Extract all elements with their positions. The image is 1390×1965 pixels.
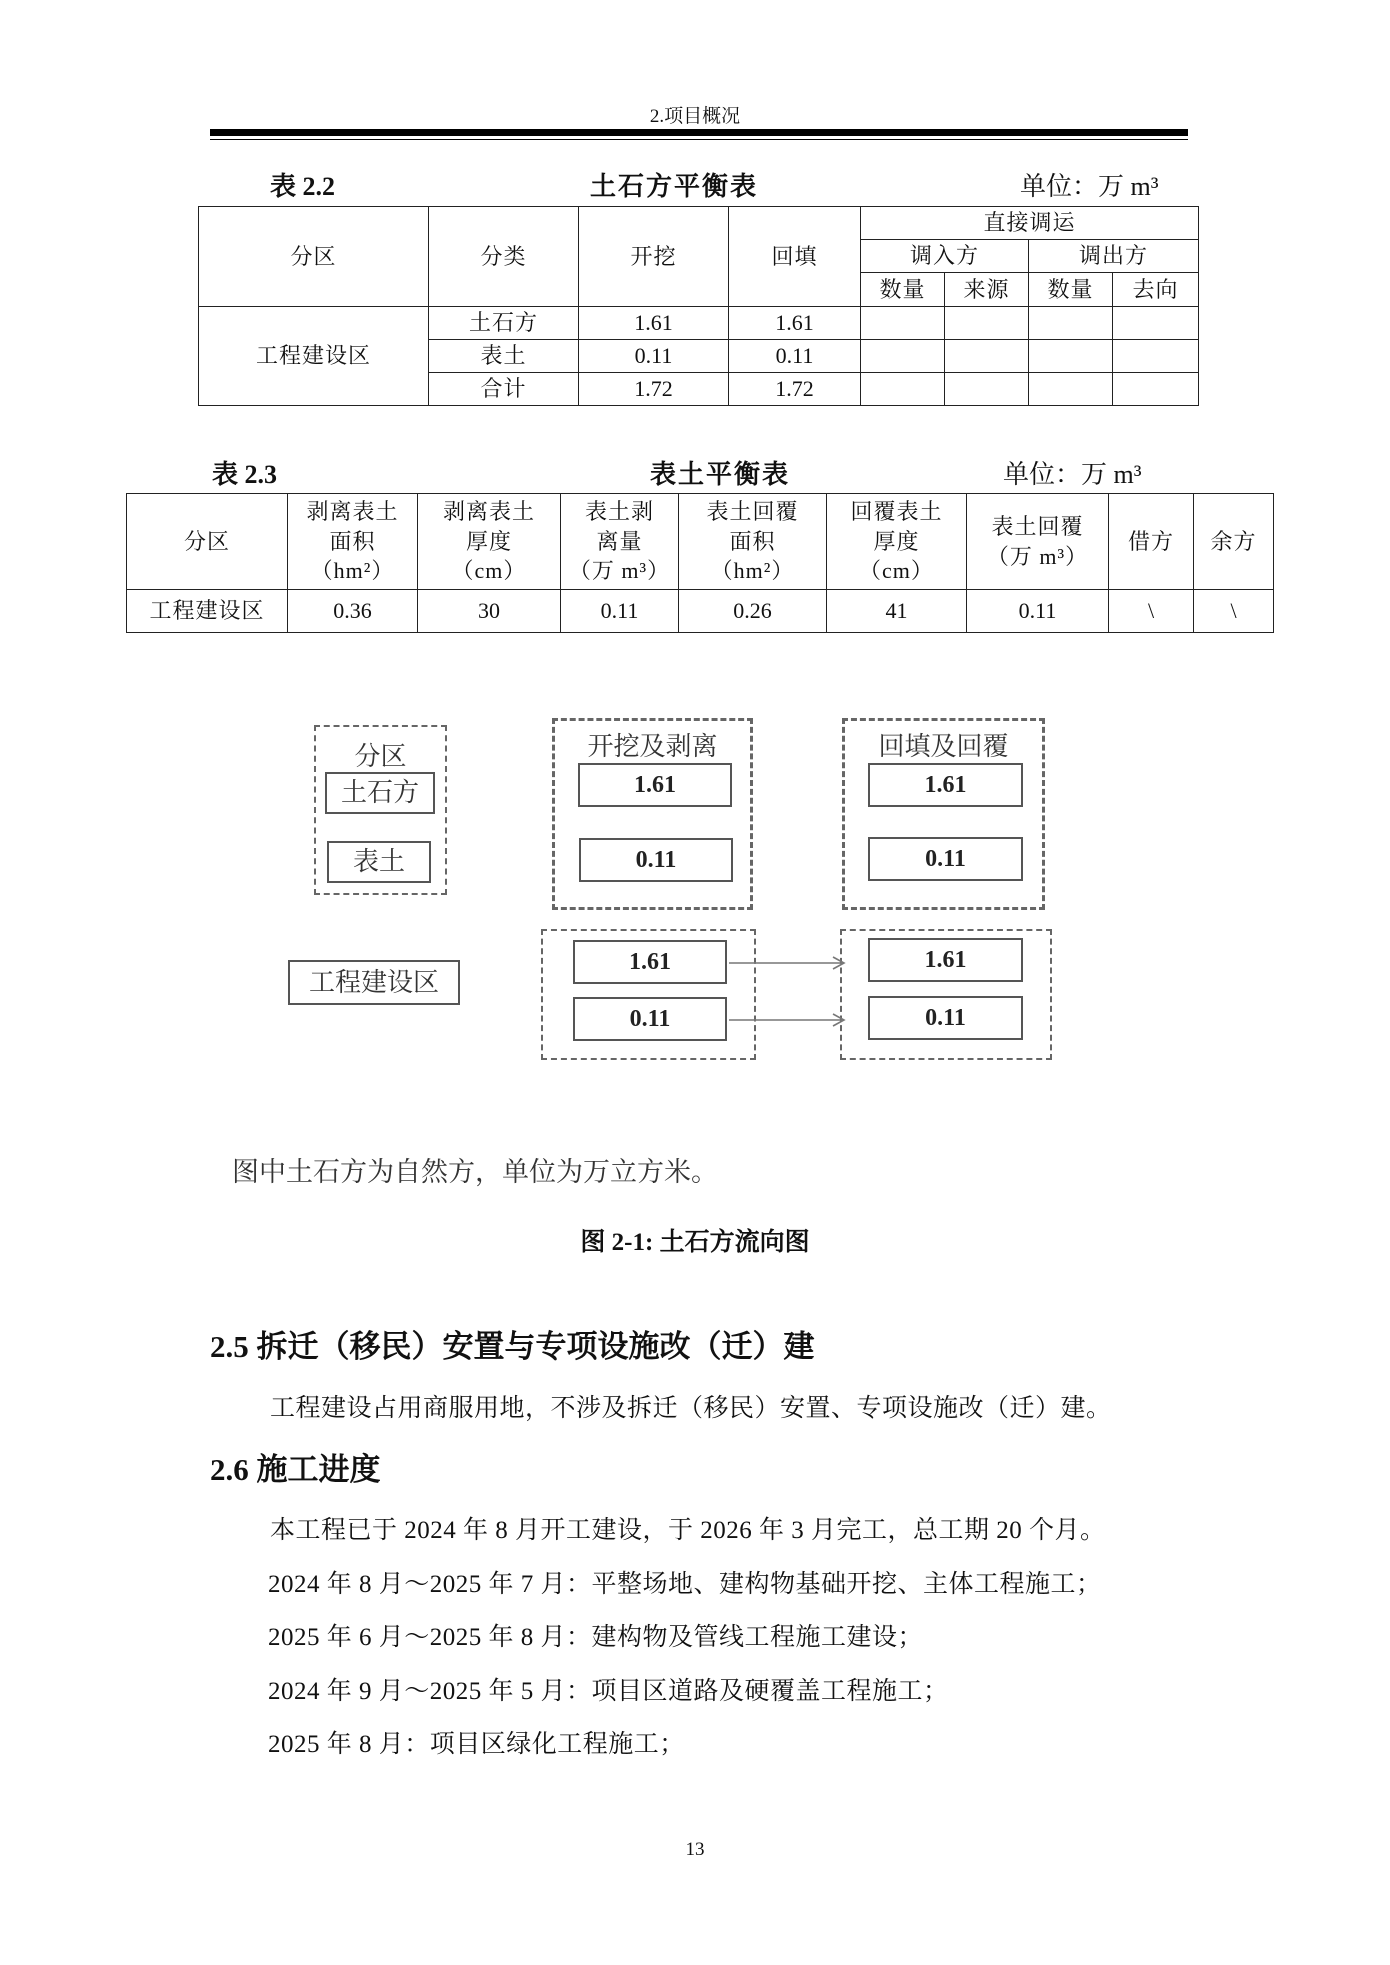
header-line: 表土回覆 bbox=[706, 498, 799, 524]
table-cell-empty bbox=[1113, 373, 1199, 406]
header-zone: 分区 bbox=[127, 494, 288, 590]
table-cell: 1.61 bbox=[729, 307, 861, 340]
page-number: 13 bbox=[685, 1839, 705, 1860]
table-cell-empty bbox=[1113, 307, 1199, 340]
table-cell: 0.11 bbox=[729, 340, 861, 373]
schedule-line: 2024 年 8 月～2025 年 7 月：平整场地、建构物基础开挖、主体工程施工； bbox=[268, 1571, 1102, 1598]
zone-label-box: 工程建设区 bbox=[288, 960, 460, 1005]
zone-cell: 工程建设区 bbox=[199, 307, 429, 406]
header-transfer-in: 调入方 bbox=[861, 240, 1029, 273]
header-line: 表土剥 bbox=[584, 498, 654, 524]
schedule-line: 本工程已于 2024 年 8 月开工建设，于 2026 年 3 月完工，总工期 20 个月。 bbox=[270, 1517, 1106, 1544]
zone-excavation-topsoil: 0.11 bbox=[573, 997, 727, 1041]
header-line: （万 m³） bbox=[986, 543, 1089, 569]
table-cell: 土石方 bbox=[429, 307, 579, 340]
header-line: 面积 bbox=[329, 528, 376, 554]
header-transfer-out: 调出方 bbox=[1029, 240, 1199, 273]
table-cell: 1.72 bbox=[579, 373, 729, 406]
header-zone: 分区 bbox=[199, 207, 429, 307]
header-line: 面积 bbox=[729, 528, 776, 554]
table-cell: 41 bbox=[827, 590, 967, 633]
header-line: 回覆表土 bbox=[850, 498, 943, 524]
header-strip-depth bbox=[418, 494, 561, 590]
flow-arrows bbox=[727, 950, 872, 1030]
earthwork-flow-arrow bbox=[729, 957, 844, 969]
header-quantity-in: 数量 bbox=[861, 273, 945, 307]
table22-title: 土石方平衡表 bbox=[590, 172, 759, 201]
table-cell: 1.61 bbox=[579, 307, 729, 340]
legend-topsoil-box: 表土 bbox=[327, 841, 431, 883]
table-cell: 合计 bbox=[429, 373, 579, 406]
table-cell: 0.36 bbox=[288, 590, 418, 633]
header-source: 来源 bbox=[945, 273, 1029, 307]
excavation-column-title: 开挖及剥离 bbox=[587, 732, 718, 761]
section-2-6-heading: 2.6 施工进度 bbox=[210, 1452, 381, 1487]
table-cell: \ bbox=[1109, 590, 1194, 633]
legend-earthwork-box: 土石方 bbox=[325, 772, 435, 814]
figure-note: 图中土石方为自然方，单位为万立方米。 bbox=[232, 1157, 718, 1187]
schedule-line: 2025 年 8 月：项目区绿化工程施工； bbox=[268, 1731, 685, 1758]
header-fill: 回填 bbox=[729, 207, 861, 307]
header-line: 厚度 bbox=[465, 528, 512, 554]
header-line: 厚度 bbox=[873, 528, 920, 554]
header-destination: 去向 bbox=[1113, 273, 1199, 307]
excavation-earthwork-value: 1.61 bbox=[578, 763, 732, 807]
table-cell-empty bbox=[945, 307, 1029, 340]
table-cell: 0.26 bbox=[679, 590, 827, 633]
zone-fill-topsoil: 0.11 bbox=[868, 996, 1023, 1040]
topsoil-balance-table bbox=[126, 493, 1274, 633]
fill-earthwork-value: 1.61 bbox=[868, 763, 1023, 807]
schedule-line: 2025 年 6 月～2025 年 8 月：建构物及管线工程施工建设； bbox=[268, 1624, 924, 1651]
topsoil-flow-arrow bbox=[729, 1014, 844, 1026]
table-cell: 0.11 bbox=[561, 590, 679, 633]
schedule-line: 2024 年 9 月～2025 年 5 月：项目区道路及硬覆盖工程施工； bbox=[268, 1678, 949, 1705]
table-cell: 30 bbox=[418, 590, 561, 633]
table22-unit: 单位：万 m³ bbox=[1020, 172, 1159, 201]
header-line: 表土回覆 bbox=[991, 513, 1084, 539]
fill-topsoil-value: 0.11 bbox=[868, 837, 1023, 881]
excavation-topsoil-value: 0.11 bbox=[579, 838, 733, 882]
header-line: 剥离表土 bbox=[306, 498, 399, 524]
table-cell-empty bbox=[1029, 340, 1113, 373]
header-line: （hm²） bbox=[310, 558, 395, 584]
zone-excavation-earthwork: 1.61 bbox=[573, 940, 727, 984]
header-line: （cm） bbox=[451, 558, 527, 584]
table-cell: \ bbox=[1194, 590, 1274, 633]
header-category: 分类 bbox=[429, 207, 579, 307]
section-2-5-heading: 2.5 拆迁（移民）安置与专项设施改（迁）建 bbox=[210, 1329, 815, 1364]
table23-unit: 单位：万 m³ bbox=[1003, 460, 1142, 489]
section-2-5-body: 工程建设占用商服用地，不涉及拆迁（移民）安置、专项设施改（迁）建。 bbox=[270, 1395, 1112, 1422]
table-cell: 0.11 bbox=[579, 340, 729, 373]
table-cell-empty bbox=[1113, 340, 1199, 373]
header-line: （cm） bbox=[859, 558, 934, 584]
earthwork-balance-table bbox=[198, 206, 1199, 406]
header-rule-thick bbox=[210, 129, 1188, 136]
header-rule-thin bbox=[210, 139, 1188, 140]
header-cover-volume bbox=[967, 494, 1109, 590]
table-cell-empty bbox=[1029, 307, 1113, 340]
page-header: 2.项目概况 bbox=[649, 106, 741, 127]
header-surplus: 余方 bbox=[1194, 494, 1274, 590]
header-cover-area bbox=[679, 494, 827, 590]
table-cell-empty bbox=[945, 340, 1029, 373]
header-excavation: 开挖 bbox=[579, 207, 729, 307]
table23-title: 表土平衡表 bbox=[650, 460, 791, 489]
header-strip-volume bbox=[561, 494, 679, 590]
header-line: （hm²） bbox=[710, 558, 795, 584]
header-cover-depth bbox=[827, 494, 967, 590]
table-cell-empty bbox=[861, 340, 945, 373]
table-cell: 表土 bbox=[429, 340, 579, 373]
table-cell-empty bbox=[1029, 373, 1113, 406]
figure-caption: 图 2-1: 土石方流向图 bbox=[580, 1229, 810, 1256]
zone-fill-earthwork: 1.61 bbox=[868, 938, 1023, 982]
header-line: （万 m³） bbox=[568, 558, 671, 584]
table23-label: 表 2.3 bbox=[212, 460, 278, 489]
table-cell: 1.72 bbox=[729, 373, 861, 406]
table-cell: 0.11 bbox=[967, 590, 1109, 633]
header-line: 剥离表土 bbox=[442, 498, 535, 524]
table22-label: 表 2.2 bbox=[270, 172, 336, 201]
table-cell-empty bbox=[861, 373, 945, 406]
legend-zone-label: 分区 bbox=[354, 742, 407, 771]
table-cell-empty bbox=[945, 373, 1029, 406]
header-line: 离量 bbox=[596, 528, 643, 554]
header-direct-transfer: 直接调运 bbox=[861, 207, 1199, 240]
header-strip-area bbox=[288, 494, 418, 590]
fill-column-title: 回填及回覆 bbox=[878, 732, 1009, 761]
table-cell: 工程建设区 bbox=[127, 590, 288, 633]
table-cell-empty bbox=[861, 307, 945, 340]
header-quantity-out: 数量 bbox=[1029, 273, 1113, 307]
header-borrow: 借方 bbox=[1109, 494, 1194, 590]
